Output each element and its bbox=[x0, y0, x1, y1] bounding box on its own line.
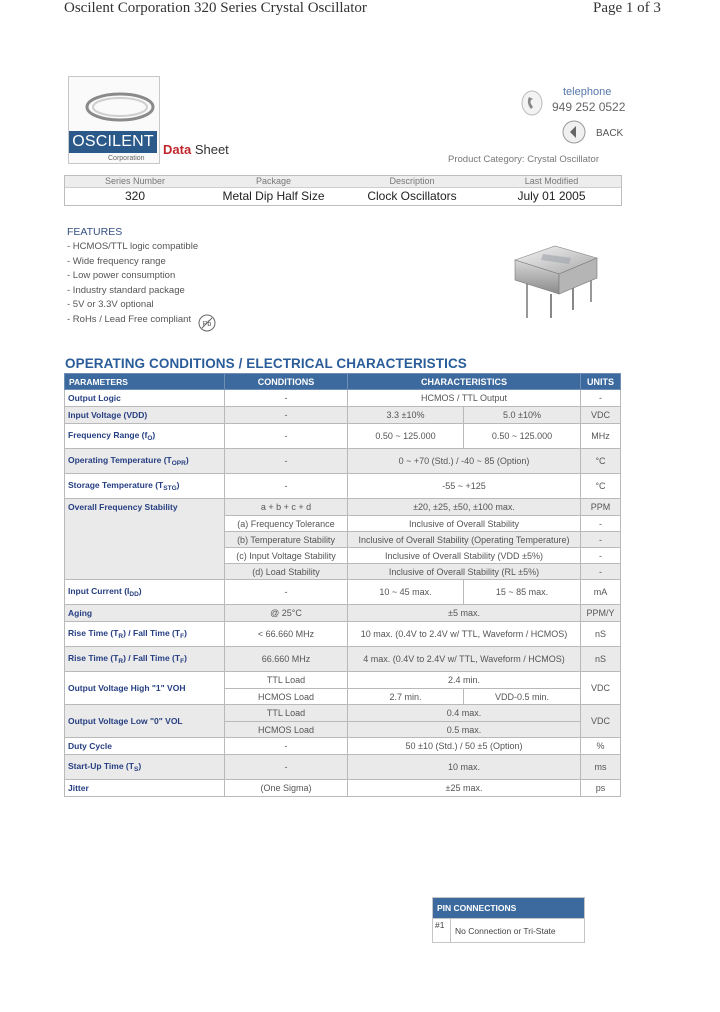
page-number: Page 1 of 3 bbox=[593, 0, 661, 16]
feature-item: - RoHs / Lead Free compliant bbox=[67, 314, 192, 325]
table-row bbox=[65, 449, 621, 474]
param-storage-temperature: Storage Temperature $(T_{STG})$ bbox=[65, 474, 225, 499]
cond-cell: - bbox=[225, 474, 348, 499]
table-row bbox=[65, 622, 621, 647]
param-operating-temperature: Operating Temperature $(T_{OPR})$ bbox=[65, 449, 225, 474]
char-cell: 15 ~ 85 max. bbox=[464, 580, 581, 605]
feature-item: - 5V or 3.3V optional bbox=[67, 299, 154, 310]
logo-subtext: Corporation bbox=[108, 155, 145, 162]
param-output-voltage-low: Output Voltage Low "0" VOL bbox=[65, 705, 225, 738]
cond-cell: (c) Input Voltage Stability bbox=[225, 548, 348, 564]
cond-cell: < 66.660 MHz bbox=[225, 622, 348, 647]
unit-cell: - bbox=[581, 516, 621, 532]
features-title: FEATURES bbox=[67, 226, 123, 238]
unit-cell: VDC bbox=[581, 672, 621, 705]
last-modified-header: Last Modified bbox=[524, 176, 579, 186]
cond-cell: (b) Temperature Stability bbox=[225, 532, 348, 548]
unit-cell: ps bbox=[581, 780, 621, 797]
feature-item: - HCMOS/TTL logic compatible bbox=[67, 241, 199, 252]
cond-cell: HCMOS Load bbox=[225, 689, 348, 705]
cond-cell: (d) Load Stability bbox=[225, 564, 348, 580]
table-row bbox=[65, 647, 621, 672]
header-units: UNITS bbox=[581, 374, 621, 390]
unit-cell: - bbox=[581, 548, 621, 564]
param-startup-time: Start-Up Time $(T_S)$ bbox=[65, 755, 225, 780]
electrical-characteristics-table bbox=[64, 373, 621, 797]
header-conditions: CONDITIONS bbox=[225, 374, 348, 390]
char-cell: 3.3 ±10% bbox=[348, 407, 464, 424]
unit-cell: VDC bbox=[581, 407, 621, 424]
unit-cell: PPM bbox=[581, 499, 621, 516]
char-cell: 10 max. bbox=[348, 755, 581, 780]
cond-cell: @ 25°C bbox=[225, 605, 348, 622]
param-frequency-stability: Overall Frequency Stability bbox=[65, 499, 225, 580]
param-output-logic: Output Logic bbox=[65, 390, 225, 407]
char-cell: VDD-0.5 min. bbox=[464, 689, 581, 705]
table-row bbox=[65, 780, 621, 797]
param-duty-cycle: Duty Cycle bbox=[65, 738, 225, 755]
char-cell: ±25 max. bbox=[348, 780, 581, 797]
char-cell: Inclusive of Overall Stability (VDD ±5%) bbox=[348, 548, 581, 564]
cond-cell: a + b + c + d bbox=[225, 499, 348, 516]
unit-cell: PPM/Y bbox=[581, 605, 621, 622]
product-category: Product Category: Crystal Oscillator bbox=[448, 154, 599, 165]
table-row bbox=[65, 407, 621, 424]
oscillator-product-image bbox=[505, 228, 605, 320]
char-cell: Inclusive of Overall Stability (Operating Temperature) bbox=[348, 532, 581, 548]
char-cell: Inclusive of Overall Stability bbox=[348, 516, 581, 532]
char-cell: 0.50 ~ 125.000 bbox=[464, 424, 581, 449]
param-output-voltage-high: Output Voltage High "1" VOH bbox=[65, 672, 225, 705]
table-row bbox=[65, 390, 621, 407]
unit-cell: mA bbox=[581, 580, 621, 605]
cond-cell: TTL Load bbox=[225, 705, 348, 722]
unit-cell: °C bbox=[581, 449, 621, 474]
pin-number: #1 bbox=[433, 919, 451, 943]
pin-row bbox=[433, 919, 585, 943]
lead-free-icon bbox=[198, 314, 216, 332]
table-row bbox=[65, 474, 621, 499]
param-aging: Aging bbox=[65, 605, 225, 622]
param-rise-fall-time: Rise Time $(T_R)$ / Fall Time $(T_F)$ bbox=[65, 647, 225, 672]
table-row bbox=[65, 580, 621, 605]
feature-item: - Wide frequency range bbox=[67, 256, 166, 267]
char-cell: 0.4 max. bbox=[348, 705, 581, 722]
back-arrow-icon[interactable] bbox=[562, 120, 586, 144]
cond-cell: 66.660 MHz bbox=[225, 647, 348, 672]
char-cell: ±20, ±25, ±50, ±100 max. bbox=[348, 499, 581, 516]
series-info-table bbox=[64, 175, 622, 206]
char-cell: -55 ~ +125 bbox=[348, 474, 581, 499]
char-cell: 0 ~ +70 (Std.) / -40 ~ 85 (Option) bbox=[348, 449, 581, 474]
cond-cell: - bbox=[225, 755, 348, 780]
datasheet-word-sheet: Sheet bbox=[194, 142, 229, 157]
section-title: OPERATING CONDITIONS / ELECTRICAL CHARACTERISTICS bbox=[65, 356, 467, 371]
char-cell: 5.0 ±10% bbox=[464, 407, 581, 424]
series-number-header: Series Number bbox=[104, 176, 166, 186]
char-cell: 10 max. (0.4V to 2.4V w/ TTL, Waveform / HCMOS) bbox=[348, 622, 581, 647]
cond-cell: (One Sigma) bbox=[225, 780, 348, 797]
header-parameters: PARAMETERS bbox=[65, 374, 225, 390]
unit-cell: - bbox=[581, 390, 621, 407]
series-number-value: 320 bbox=[124, 189, 146, 203]
param-rise-fall-time: Rise Time $(T_R)$ / Fall Time $(T_F)$ bbox=[65, 622, 225, 647]
table-row bbox=[65, 755, 621, 780]
cond-cell: - bbox=[225, 449, 348, 474]
char-cell: Inclusive of Overall Stability (RL ±5%) bbox=[348, 564, 581, 580]
cond-cell: TTL Load bbox=[225, 672, 348, 689]
package-header: Package bbox=[255, 176, 292, 186]
pin-header-row bbox=[433, 898, 585, 919]
table-row bbox=[65, 605, 621, 622]
back-link[interactable]: BACK bbox=[596, 128, 624, 139]
pin-connections-table bbox=[432, 897, 585, 943]
char-cell: ±5 max. bbox=[348, 605, 581, 622]
ring-logo-icon bbox=[84, 90, 156, 126]
datasheet-word-data: Data bbox=[163, 142, 192, 157]
table-row bbox=[65, 672, 621, 689]
datasheet-title bbox=[163, 142, 229, 157]
pin-connections-title: PIN CONNECTIONS bbox=[433, 898, 585, 919]
param-jitter: Jitter bbox=[65, 780, 225, 797]
table-row bbox=[65, 499, 621, 516]
char-cell: 0.5 max. bbox=[348, 722, 581, 738]
unit-cell: MHz bbox=[581, 424, 621, 449]
unit-cell: % bbox=[581, 738, 621, 755]
char-cell: 2.4 min. bbox=[348, 672, 581, 689]
char-cell: HCMOS / TTL Output bbox=[348, 390, 581, 407]
telephone-number[interactable]: 949 252 0522 bbox=[552, 100, 626, 114]
last-modified-value: July 01 2005 bbox=[517, 189, 586, 203]
description-value: Clock Oscillators bbox=[367, 189, 457, 203]
table-row bbox=[65, 705, 621, 722]
telephone-icon[interactable] bbox=[521, 90, 543, 116]
table-row bbox=[65, 738, 621, 755]
logo-brand-text: OSCILENT bbox=[69, 131, 157, 153]
feature-item: - Low power consumption bbox=[67, 270, 176, 281]
telephone-label: telephone bbox=[563, 86, 612, 98]
header-characteristics: CHARACTERISTICS bbox=[348, 374, 581, 390]
table-header-row bbox=[65, 374, 621, 390]
cond-cell: - bbox=[225, 407, 348, 424]
char-cell: 10 ~ 45 max. bbox=[348, 580, 464, 605]
unit-cell: nS bbox=[581, 647, 621, 672]
lead-free-icon-text: Pb bbox=[202, 321, 212, 328]
param-input-voltage: Input Voltage (VDD) bbox=[65, 407, 225, 424]
unit-cell: nS bbox=[581, 622, 621, 647]
unit-cell: - bbox=[581, 532, 621, 548]
param-input-current: Input Current $(I_{DD})$ bbox=[65, 580, 225, 605]
cond-cell: - bbox=[225, 424, 348, 449]
package-value: Metal Dip Half Size bbox=[222, 189, 325, 203]
unit-cell: °C bbox=[581, 474, 621, 499]
cond-cell: HCMOS Load bbox=[225, 722, 348, 738]
feature-item: - Industry standard package bbox=[67, 285, 185, 296]
document-title: Oscilent Corporation 320 Series Crystal Oscillator bbox=[64, 0, 367, 16]
unit-cell: - bbox=[581, 564, 621, 580]
cond-cell: - bbox=[225, 580, 348, 605]
unit-cell: ms bbox=[581, 755, 621, 780]
cond-cell: - bbox=[225, 390, 348, 407]
cond-cell: (a) Frequency Tolerance bbox=[225, 516, 348, 532]
param-frequency-range: Frequency Range $(f_O)$ bbox=[65, 424, 225, 449]
char-cell: 0.50 ~ 125.000 bbox=[348, 424, 464, 449]
cond-cell: - bbox=[225, 738, 348, 755]
char-cell: 2.7 min. bbox=[348, 689, 464, 705]
unit-cell: VDC bbox=[581, 705, 621, 738]
pin-description: No Connection or Tri-State bbox=[451, 919, 585, 943]
char-cell: 4 max. (0.4V to 2.4V w/ TTL, Waveform / HCMOS) bbox=[348, 647, 581, 672]
table-row bbox=[65, 424, 621, 449]
char-cell: 50 ±10 (Std.) / 50 ±5 (Option) bbox=[348, 738, 581, 755]
description-header: Description bbox=[389, 176, 435, 186]
